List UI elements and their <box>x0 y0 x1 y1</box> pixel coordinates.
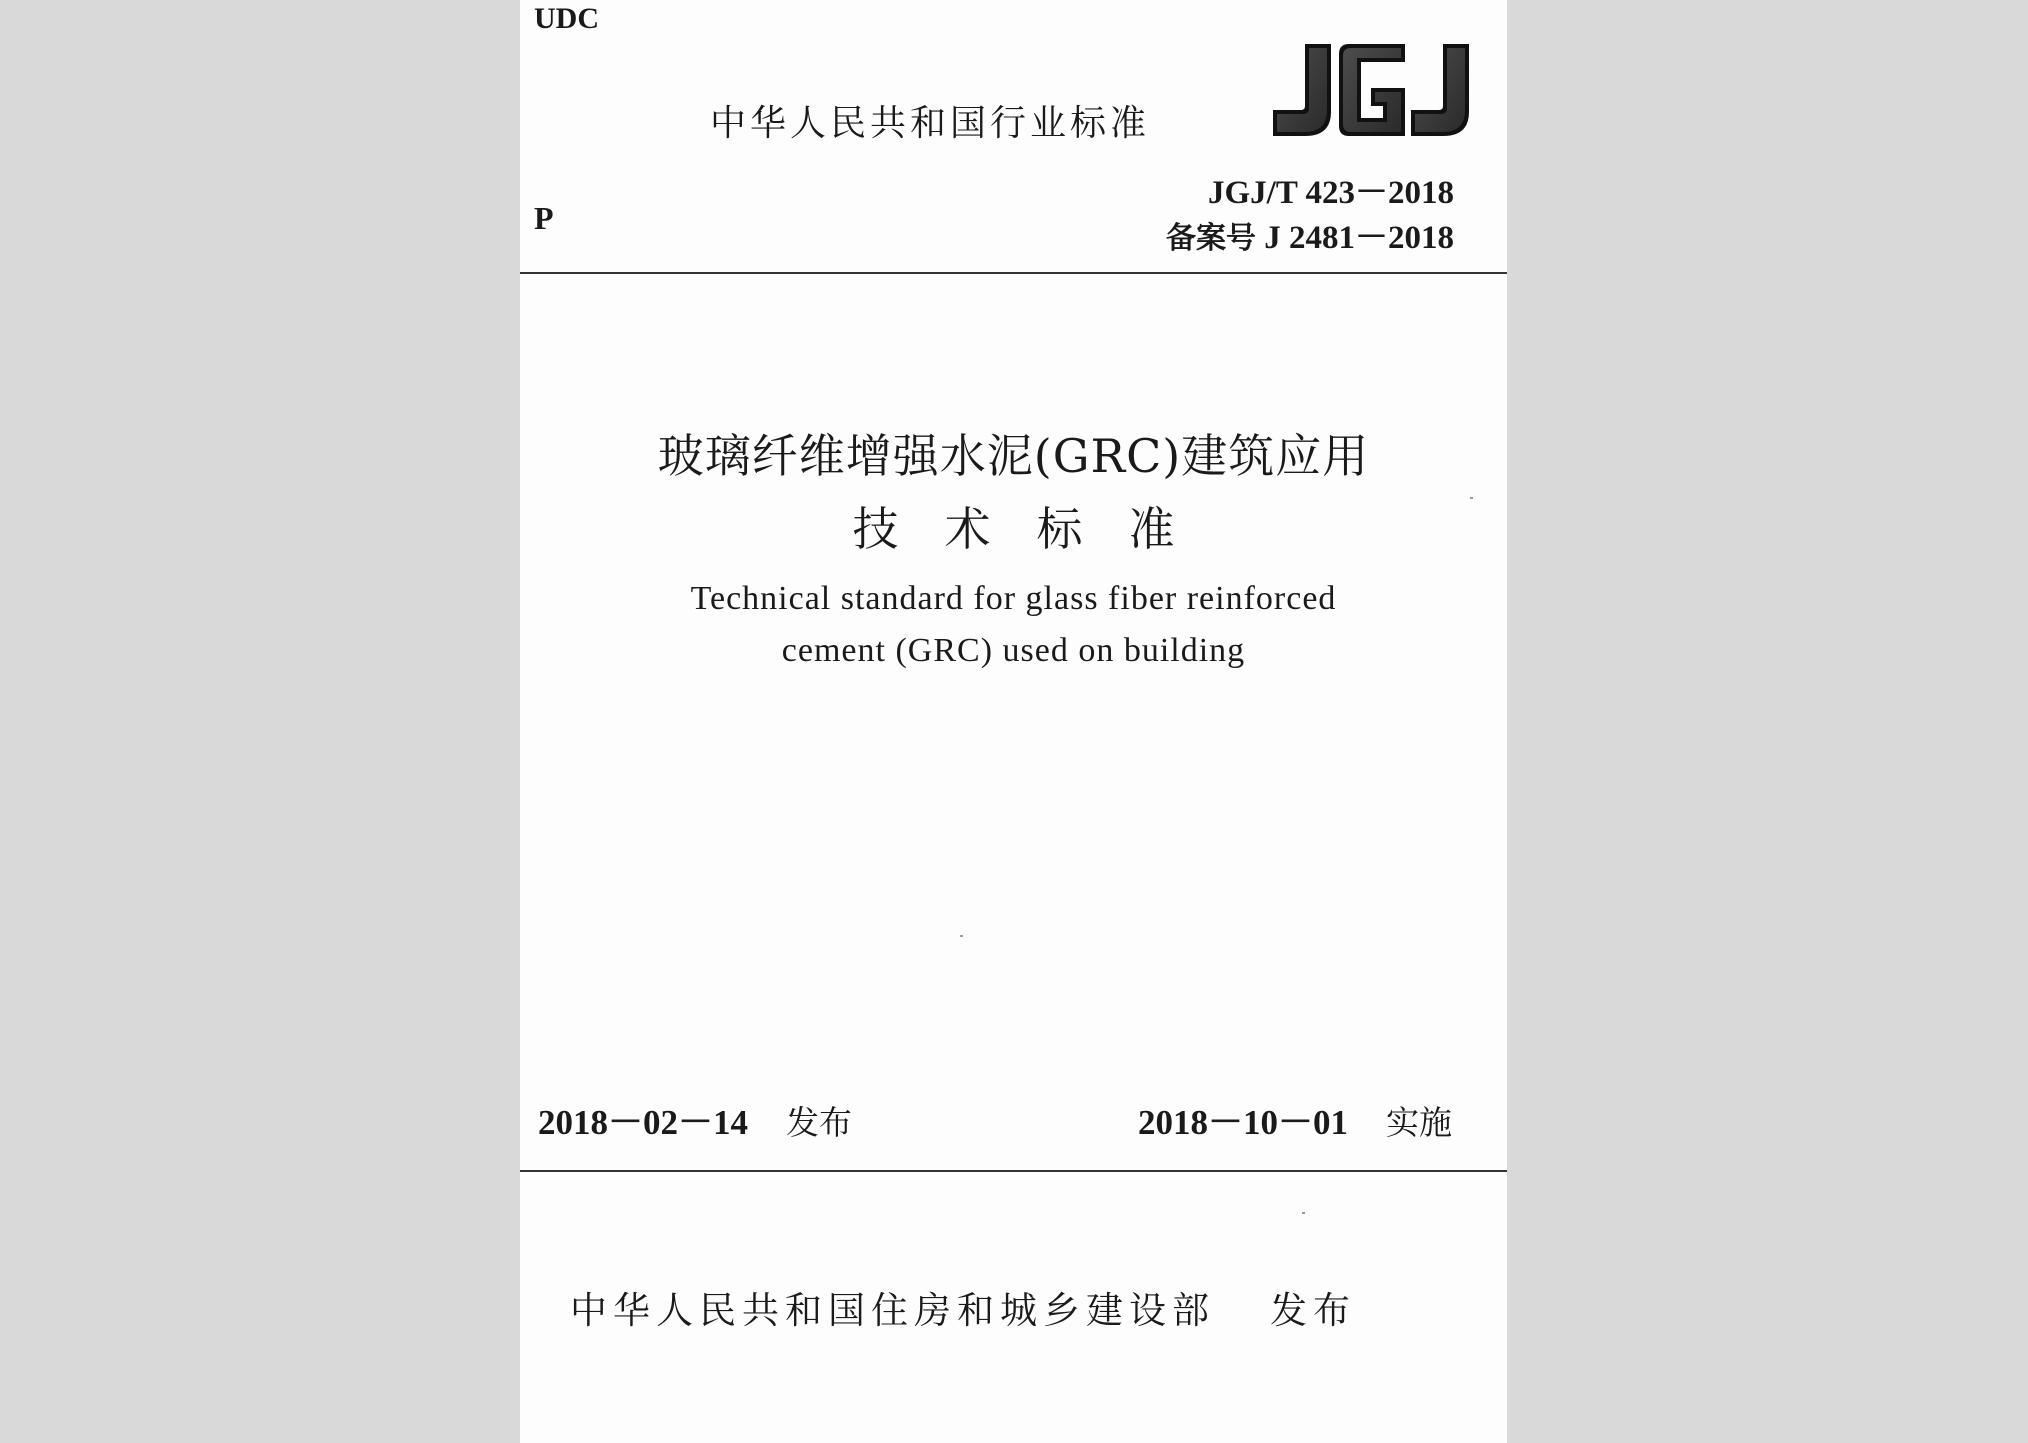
logo-letter-g <box>1339 44 1405 136</box>
scan-speck <box>960 935 963 937</box>
title-chinese-line2: 技术标准 <box>852 502 1221 556</box>
publish-date-line <box>538 1095 852 1145</box>
publisher-action: 发布 <box>1270 1289 1356 1332</box>
title-english-line2: cement (GRC) used on building <box>781 632 1246 669</box>
udc-label: UDC <box>534 2 599 35</box>
effective-label: 实施 <box>1386 1103 1452 1142</box>
logo-letter-j1 <box>1273 44 1331 136</box>
industry-standard-heading: 中华人民共和国行业标准 <box>710 103 1151 144</box>
logo-letter-j2 <box>1411 44 1469 136</box>
record-number: J 2481－2018 <box>1264 220 1454 256</box>
record-label: 备案号 <box>1166 221 1256 256</box>
top-divider <box>520 272 1507 274</box>
standard-code: JGJ/T 423－2018 <box>1207 175 1454 211</box>
effective-date: 2018－10－01 <box>1137 1103 1348 1142</box>
scan-speck <box>1470 497 1473 499</box>
publish-date: 2018－02－14 <box>538 1103 749 1142</box>
bottom-divider <box>520 1170 1507 1172</box>
publisher-name: 中华人民共和国住房和城乡建设部 <box>570 1289 1215 1332</box>
publish-label: 发布 <box>786 1103 853 1142</box>
title-english-line1: Technical standard for glass fiber reinforced <box>690 580 1337 617</box>
classification-letter: P <box>534 200 554 236</box>
jgj-logo <box>1265 40 1475 140</box>
scan-speck <box>1302 1212 1305 1214</box>
publisher-line <box>570 1280 1356 1334</box>
title-chinese-line1: 玻璃纤维增强水泥(GRC)建筑应用 <box>657 429 1370 483</box>
effective-date-line <box>1138 1095 1452 1145</box>
standard-cover-page <box>520 0 1507 1443</box>
record-number-line <box>1166 211 1454 258</box>
